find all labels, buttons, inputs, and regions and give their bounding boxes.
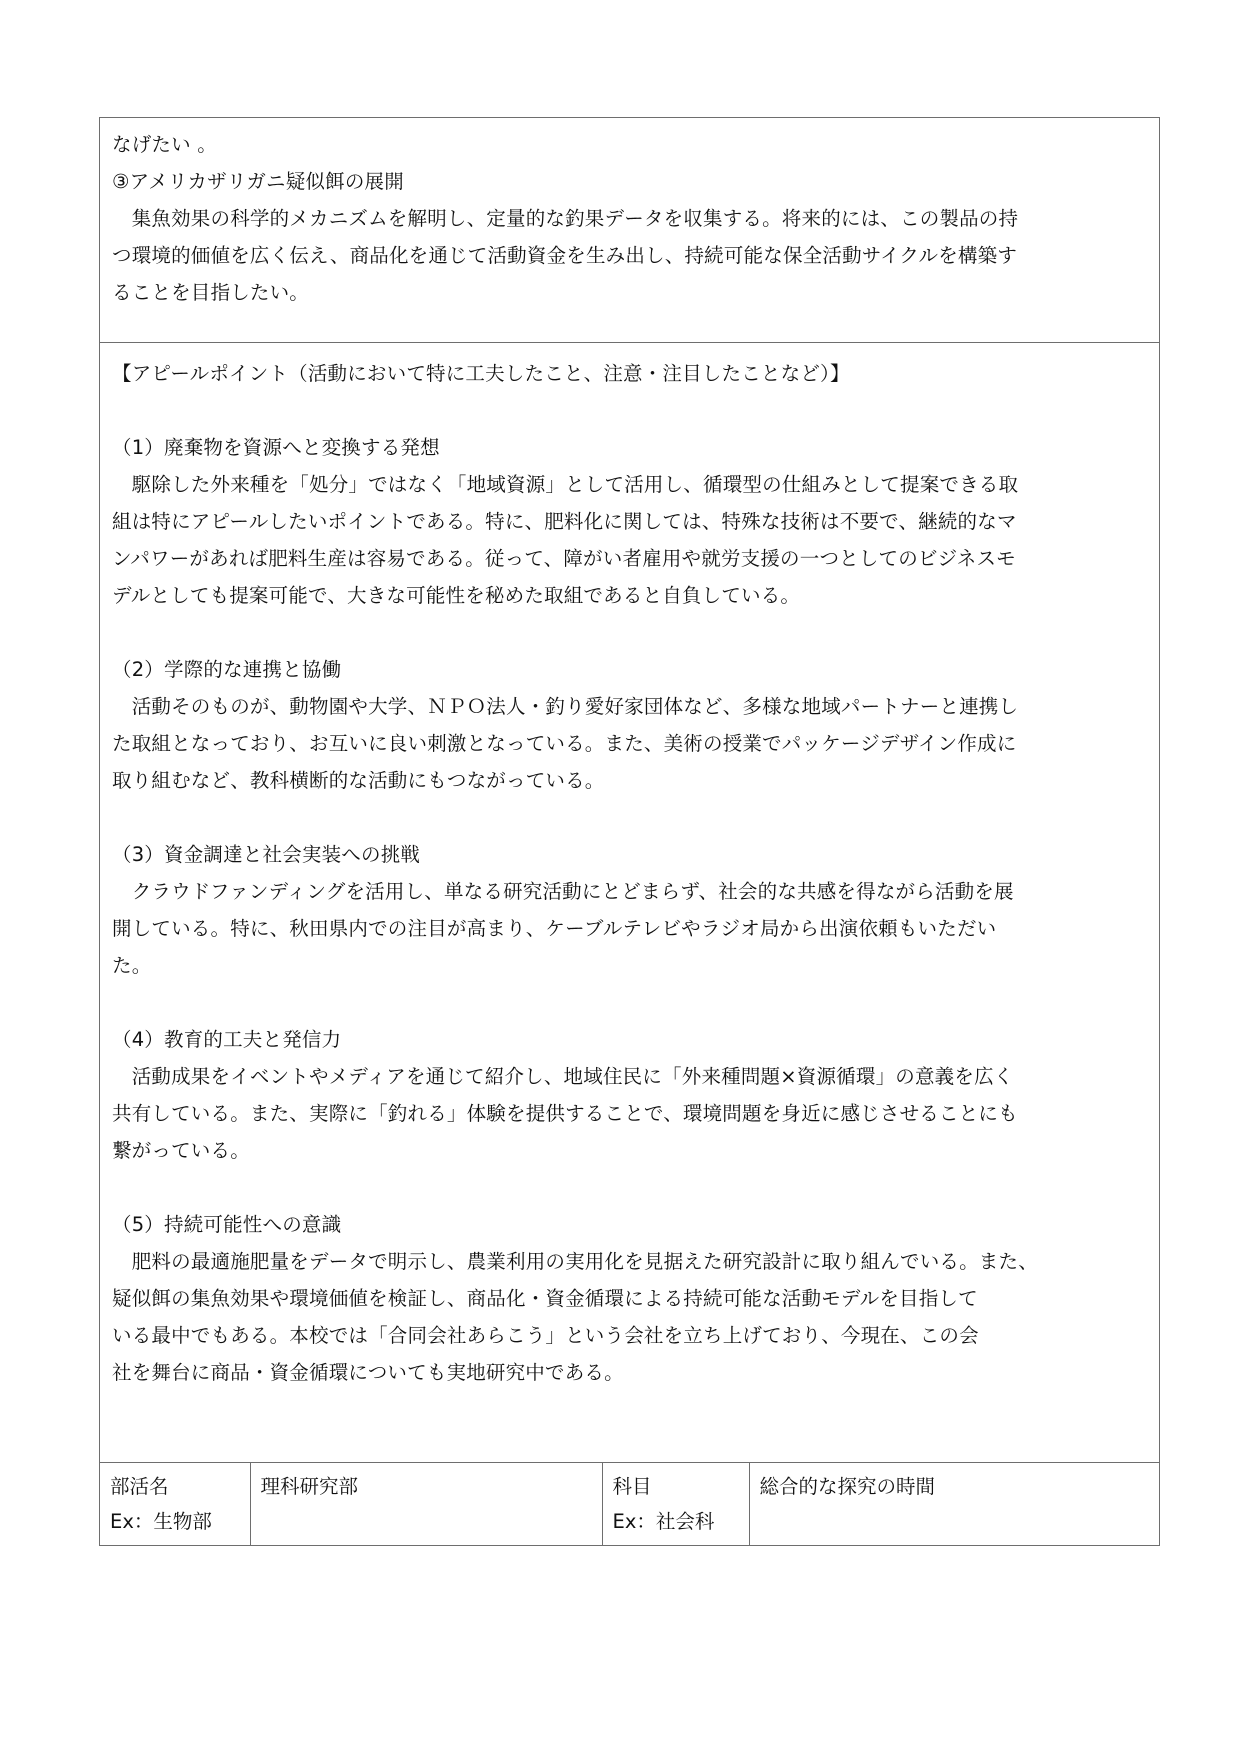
text-line: 疑似餌の集魚効果や環境価値を検証し、商品化・資金循環による持続可能な活動モデルを目指して bbox=[112, 1287, 978, 1310]
appeal-point-2 bbox=[112, 651, 1147, 799]
club-label: 部活名 bbox=[110, 1475, 169, 1498]
appeal-section bbox=[100, 343, 1159, 1463]
text-line: た。 bbox=[112, 954, 152, 977]
text-line: 開している。特に、秋田県内での注目が高まり、ケーブルテレビやラジオ局から出演依頼もいただい bbox=[112, 917, 997, 940]
text-line: 組は特にアピールしたいポイントである。特に、肥料化に関しては、特殊な技術は不要で、継続的なマ bbox=[112, 510, 1017, 533]
text-line: 社を舞台に商品・資金循環についても実地研究中である。 bbox=[112, 1361, 624, 1384]
text-line: 繋がっている。 bbox=[112, 1139, 250, 1162]
club-example: Ex：生物部 bbox=[110, 1510, 212, 1533]
text-line: ることを目指したい。 bbox=[112, 281, 310, 304]
point-title: （4）教育的工夫と発信力 bbox=[112, 1028, 342, 1051]
text-line: ンパワーがあれば肥料生産は容易である。従って、障がい者雇用や就労支援の一つとしてのビジネスモ bbox=[112, 547, 1016, 570]
text-line: 共有している。また、実際に「釣れる」体験を提供することで、環境問題を身近に感じさせることにも bbox=[112, 1102, 1018, 1125]
subject-label-cell bbox=[602, 1463, 749, 1545]
point-title: （5）持続可能性への意識 bbox=[112, 1213, 342, 1236]
plan-section bbox=[100, 118, 1159, 343]
text-line: つ環境的価値を広く伝え、商品化を通じて活動資金を生み出し、持続可能な保全活動サイクルを構築す bbox=[112, 244, 1018, 267]
text-line: 駆除した外来種を「処分」ではなく「地域資源」として活用し、循環型の仕組みとして提案できる取 bbox=[112, 473, 1019, 496]
subject-value-cell bbox=[749, 1463, 1159, 1545]
text-line: いる最中でもある。本校では「合同会社あらこう」という会社を立ち上げており、今現在、この会 bbox=[112, 1324, 979, 1347]
text-line: た取組となっており、お互いに良い刺激となっている。また、美術の授業でパッケージデザイン作成に bbox=[112, 732, 1017, 755]
appeal-point-5 bbox=[112, 1206, 1147, 1391]
point-title: （3）資金調達と社会実装への挑戦 bbox=[112, 843, 421, 866]
text-line: 活動そのものが、動物園や大学、ＮＰＯ法人・釣り愛好家団体など、多様な地域パートナーと連携し bbox=[112, 695, 1019, 718]
text-line: なげたい 。 bbox=[112, 133, 217, 156]
text-line: 活動成果をイベントやメディアを通じて紹介し、地域住民に「外来種問題×資源循環」の意義を広く bbox=[112, 1065, 1014, 1088]
appeal-point-3 bbox=[112, 836, 1147, 984]
report-form bbox=[99, 117, 1160, 1546]
club-value-cell bbox=[250, 1463, 602, 1545]
appeal-heading: 【アピールポイント（活動において特に工夫したこと、注意・注目したことなど）】 bbox=[112, 362, 850, 385]
text-line: 集魚効果の科学的メカニズムを解明し、定量的な釣果データを収集する。将来的には、この製品の持 bbox=[112, 207, 1019, 230]
text-line: ③アメリカザリガニ疑似餌の展開 bbox=[112, 170, 404, 193]
club-value: 理科研究部 bbox=[260, 1475, 359, 1498]
text-line: クラウドファンディングを活用し、単なる研究活動にとどまらず、社会的な共感を得ながら活動を展 bbox=[112, 880, 1014, 903]
text-line: 取り組むなど、教科横断的な活動にもつながっている。 bbox=[112, 769, 605, 792]
club-label-cell bbox=[100, 1463, 250, 1545]
subject-value: 総合的な探究の時間 bbox=[759, 1475, 936, 1498]
footer-table bbox=[100, 1463, 1159, 1545]
point-title: （2）学際的な連携と協働 bbox=[112, 658, 342, 681]
subject-label: 科目 bbox=[612, 1475, 652, 1498]
point-title: （1）廃棄物を資源へと変換する発想 bbox=[112, 436, 440, 459]
text-line: デルとしても提案可能で、大きな可能性を秘めた取組であると自負している。 bbox=[112, 584, 801, 607]
appeal-point-4 bbox=[112, 1021, 1147, 1169]
text-line: 肥料の最適施肥量をデータで明示し、農業利用の実用化を見据えた研究設計に取り組んでいる。また、 bbox=[112, 1250, 1038, 1273]
subject-example: Ex：社会科 bbox=[612, 1510, 715, 1533]
appeal-point-1 bbox=[112, 429, 1147, 614]
